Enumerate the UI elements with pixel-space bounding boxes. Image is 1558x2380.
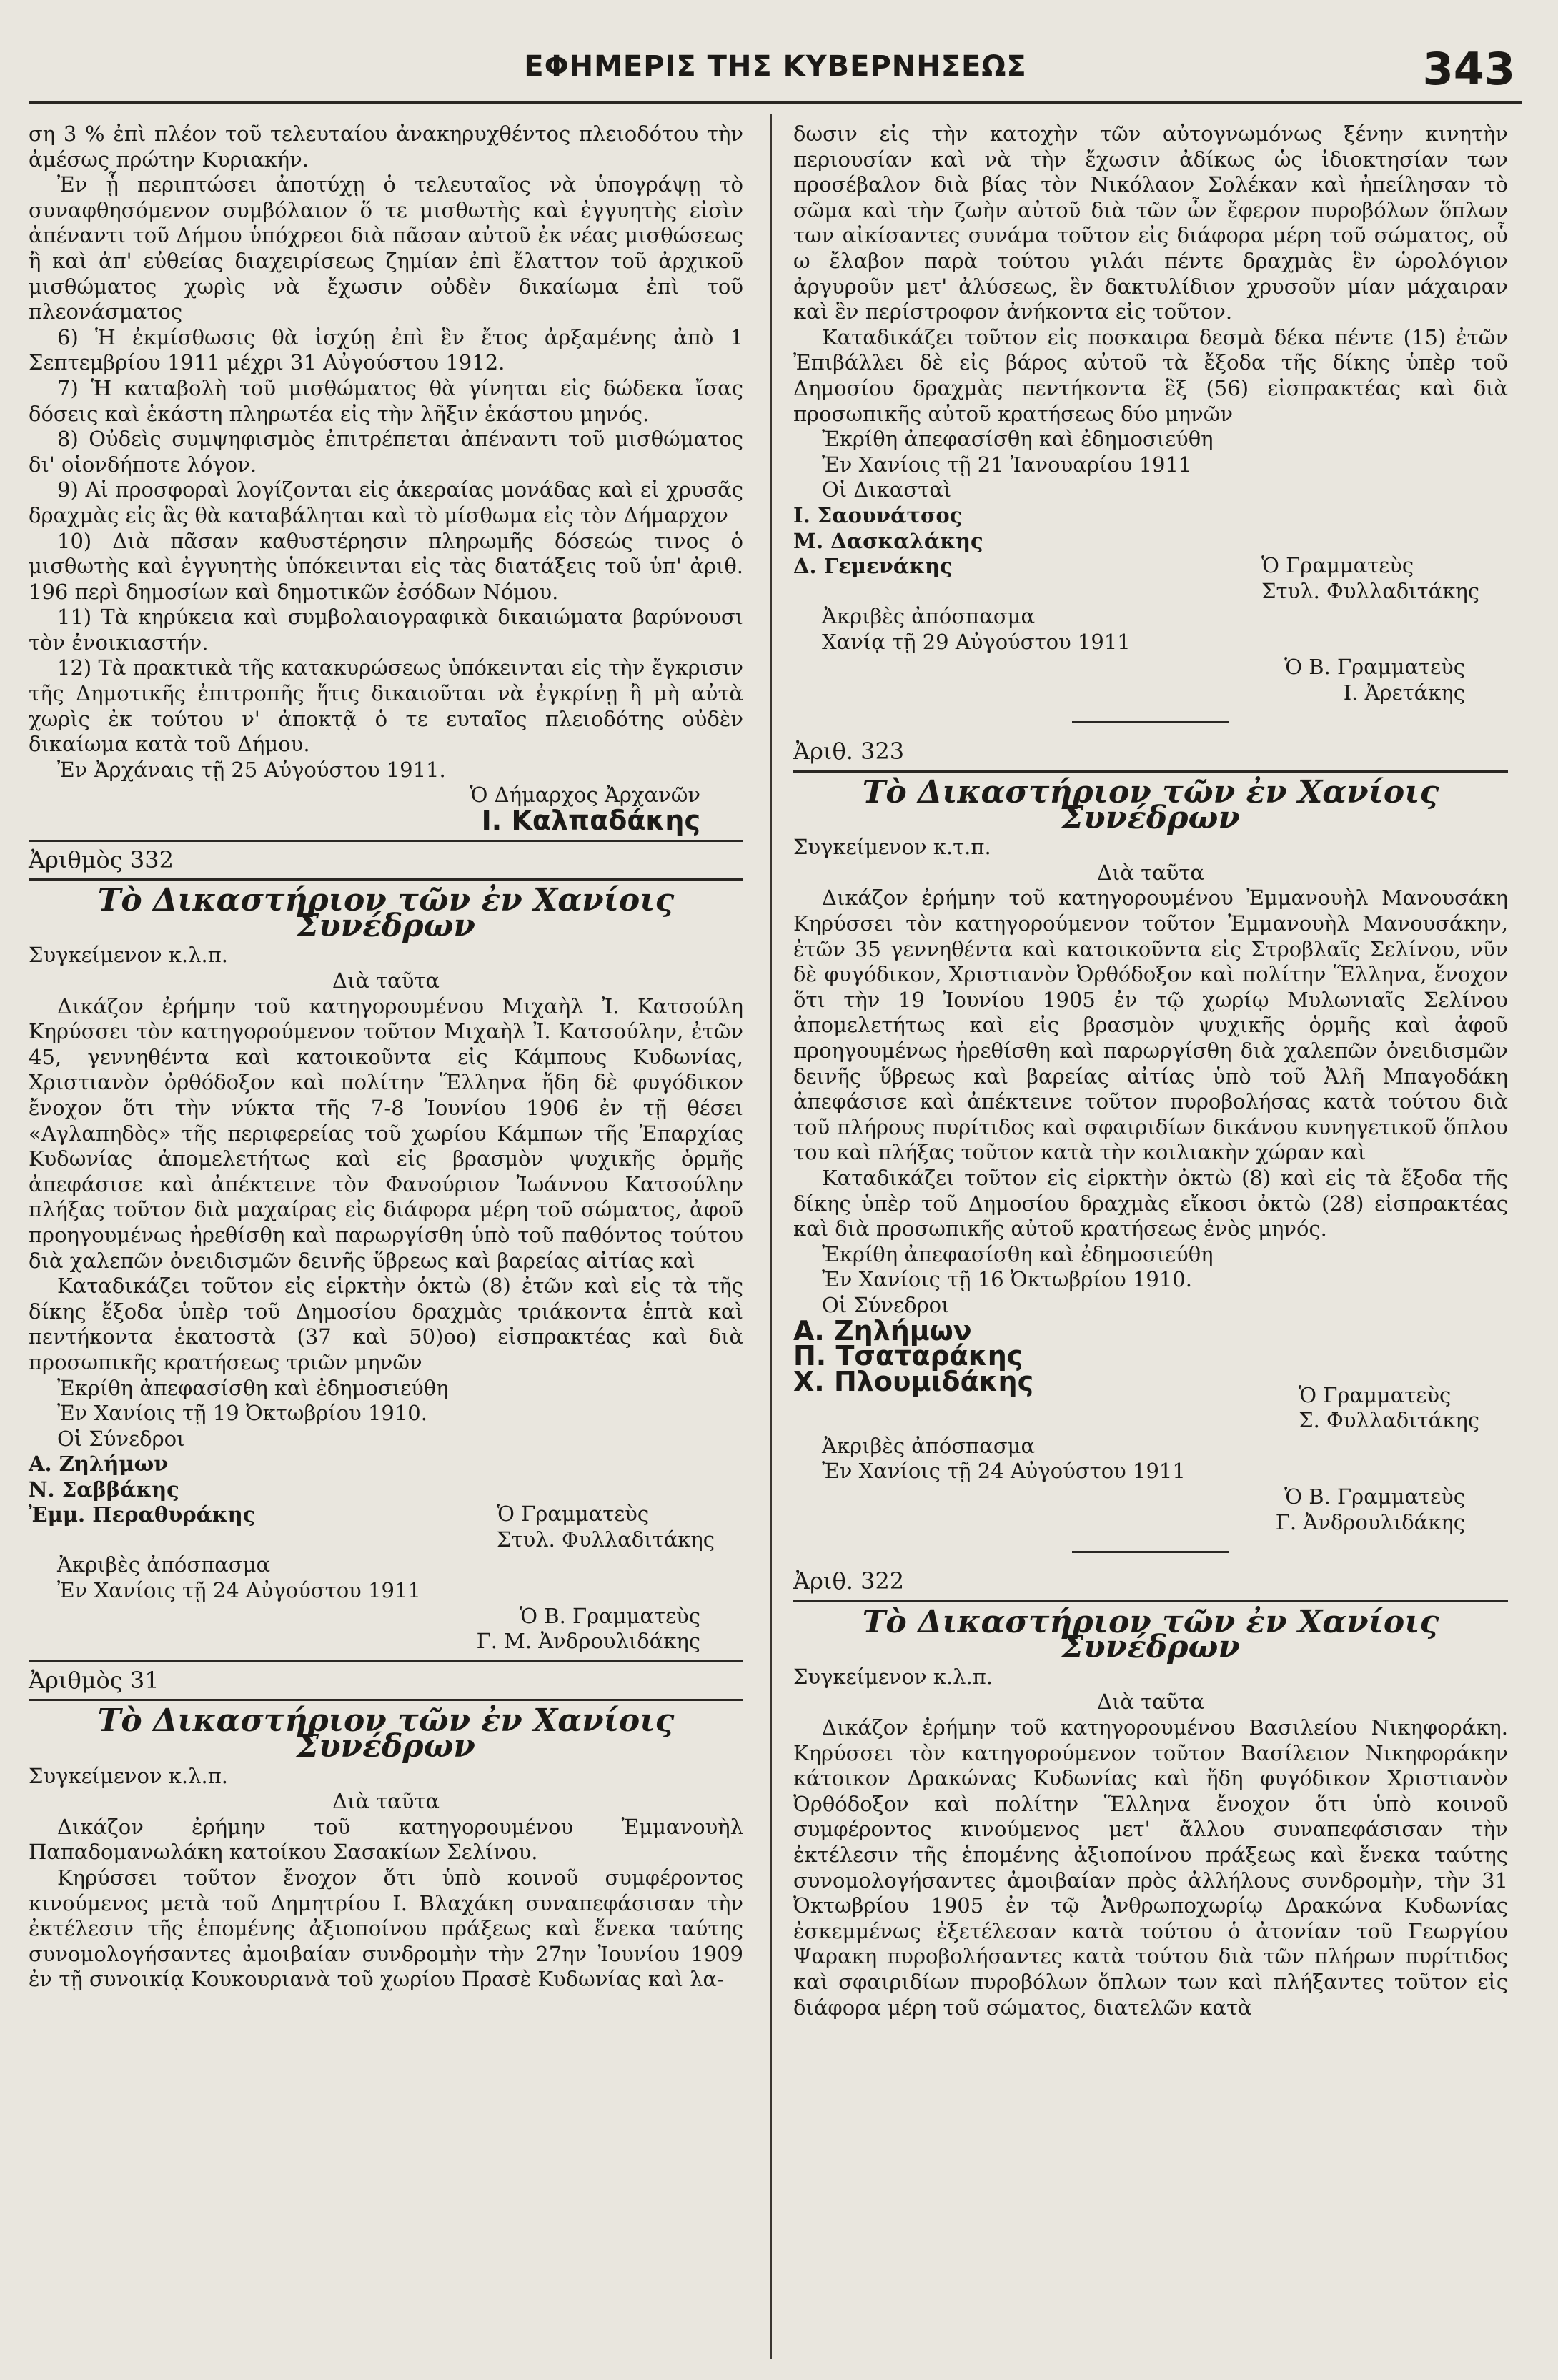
clerk-name: Σ. Φυλλαδιτάκης bbox=[1299, 1408, 1479, 1433]
chief-title: Ὁ Β. Γραμματεὺς bbox=[1284, 655, 1465, 680]
verdict-body: Δικάζον ἐρήμην τοῦ κατηγορουμένου Βασιλείου Νικηφοράκη. Κηρύσσει τὸν κατηγορούμενον τοῦτον Βασίλειον Νικηφοράκην κάτοικον Δρακώνας Κυδωνίας καὶ ἤδη φυγόδικον Χριστιανὸν Ὀρθόδοξον καὶ πολίτην Ἕλληνα ἔνοχον ὅτι ὑπὸ κοινοῦ συμφέροντος κινούμενος μετ' ἄλλου συναπεφάσισαν τὴν ἐκτέλεσιν τῆς ἑπομένης ἀξιοποίνου πράξεως καὶ ἕνεκα ταύτης συνομολογήσαντες ἀμοιβαίαν πρὸς ἀλλήλους συνδρομὴν, τὴν 31 Ὀκτωβρίου 1905 ἐν τῷ Ἀνθρωποχωρίῳ Δρακώνα Κυδωνίας ἐσκεμμένως ἐξετέλεσαν κατὰ τούτου ὁ ἀτονίαν τοῦ Γεωργίου Ψαρακη πυροβολήσαντες κατὰ τούτου διὰ τῶν πλήρων πυρίτιδος καὶ σφαιριδίων πυροβόλων ὅπλων των καὶ πλήξαντες τοῦτον εἰς διάφορα μέρη τοῦ σώματος, διατελῶν κατὰ bbox=[793, 1715, 1508, 2020]
copy-date: Ἐν Χανίοις τῇ 24 Αὐγούστου 1911 bbox=[57, 1578, 421, 1603]
signature-block bbox=[793, 1314, 1508, 1434]
dia-tauta: Διὰ ταῦτα bbox=[1097, 860, 1204, 885]
judge-name: Ι. Σαουνάτσος bbox=[793, 502, 963, 527]
decree-number: Ἀριθ. 323 bbox=[793, 738, 905, 765]
dia-tauta: Διὰ ταῦτα bbox=[332, 968, 440, 993]
chief-title: Ὁ Β. Γραμματεὺς bbox=[520, 1603, 700, 1628]
term-paragraph: ση 3 % ἐπὶ πλέον τοῦ τελευταίου ἀνακηρυχθέντος πλειοδότου τὴν ἀμέσως πρώτην Κυριακήν. bbox=[29, 122, 743, 172]
verdict-body: Κηρύσσει τοῦτον ἔνοχον ὅτι ὑπὸ κοινοῦ συμφέροντος κινούμενος μετὰ τοῦ Δημητρίου Ι. Βλαχάκη συναπεφάσισαν τὴν ἐκτέλεσιν τῆς ἑπομένης ἀξιοποίνου πράξεως καὶ ἕνεκα ταύτης συνομολογήσαντες ἀμοιβαίαν συνδρομὴν τὴν 27ην Ἰουνίου 1909 ἐν τῇ συνοικίᾳ Κουκουριανὰ τοῦ χωρίου Πρασὲ Κυδωνίας καὶ λα- bbox=[29, 1865, 743, 1992]
intro-line: Συγκείμενον κ.τ.π. bbox=[793, 835, 991, 860]
section-rule bbox=[29, 840, 743, 842]
published-line: Ἐκρίθη ἀπεφασίσθη καὶ ἐδημοσιεύθη bbox=[822, 427, 1214, 452]
short-rule bbox=[1072, 721, 1229, 723]
continued-paragraph: δωσιν εἰς τὴν κατοχὴν τῶν αὐτογνωμόνως ξένην κινητὴν περιουσίαν καὶ νὰ τὴν ἔχωσιν ἀδίκως ὡς ἰδιοκτησίαν των προσέβαλον διὰ βίας τὸν Νικόλαον Σολέκαν καὶ ἠπείλησαν τὸ σῶμα καὶ τὴν ζωὴν αὐτοῦ διὰ τῶν ὧν ἔφερον πυροβόλων ὅπλων των αἰκίσαντες συνάμα τοῦτον εἰς διάφορα μέρη τοῦ σώματος, οὗ ω ἔλαβον παρὰ τούτου γιλάι πέντε δραχμὰς ἓν ὡρολόγιον ἀργυροῦν μετ' ἀλύσεως, ἓν δακτυλίδιον χρυσοῦν μίαν μάχαιραν καὶ ἓν περίστροφον ἀνήκοντα εἰς τοῦτον. bbox=[793, 122, 1508, 324]
copy-date: Χανίᾳ τῇ 29 Αὐγούστου 1911 bbox=[822, 629, 1131, 654]
judge-name: Π. Τσαταράκης bbox=[793, 1340, 1023, 1372]
intro-line: Συγκείμενον κ.λ.π. bbox=[793, 1664, 993, 1689]
section-rule bbox=[29, 1699, 743, 1701]
term-paragraph: 8) Οὐδεὶς συμψηφισμὸς ἐπιτρέπεται ἀπέναντι τοῦ μισθώματος δι' οἱονδήποτε λόγον. bbox=[29, 427, 743, 477]
left-column bbox=[29, 122, 743, 1993]
judge-name: Χ. Πλουμιδάκης bbox=[793, 1365, 1034, 1397]
judge-name: Δ. Γεμενάκης bbox=[793, 554, 953, 579]
judge-name: Α. Ζηλήμων bbox=[793, 1314, 972, 1347]
judge-name: Ἐμμ. Περαθυράκης bbox=[29, 1502, 256, 1527]
dia-tauta: Διὰ ταῦτα bbox=[332, 1789, 440, 1814]
intro-line: Συγκείμενον κ.λ.π. bbox=[29, 943, 229, 968]
signature-block bbox=[29, 1452, 743, 1552]
clerk-block bbox=[1261, 503, 1508, 604]
judges-list bbox=[793, 1314, 1034, 1434]
verdict-date: Ἐν Χανίοις τῇ 16 Ὀκτωβρίου 1910. bbox=[822, 1267, 1192, 1292]
place-date: Ἐν Ἀρχάναις τῇ 25 Αὐγούστου 1911. bbox=[57, 757, 446, 782]
clerk-title: Ὁ Γραμματεὺς bbox=[1299, 1382, 1452, 1407]
clerk-name: Στυλ. Φυλλαδιτάκης bbox=[497, 1527, 715, 1552]
newspaper-title: ΕΦΗΜΕΡΙΣ ΤΗΣ ΚΥΒΕΡΝΗΣΕΩΣ bbox=[524, 50, 1027, 83]
right-column bbox=[793, 122, 1508, 2020]
intro-line: Συγκείμενον κ.λ.π. bbox=[29, 1763, 229, 1788]
short-rule bbox=[1072, 1551, 1229, 1553]
header-rule bbox=[29, 101, 1522, 104]
clerk-block bbox=[497, 1452, 743, 1552]
judges-title: Οἱ Δικασταὶ bbox=[822, 477, 952, 502]
judges-title: Οἱ Σύνεδροι bbox=[822, 1292, 950, 1317]
clerk-block bbox=[1299, 1319, 1508, 1434]
verdict-body: Δικάζον ἐρήμην τοῦ κατηγορουμένου Ἐμμανουὴλ Παπαδομανωλάκη κατοίκου Σασακίων Σελίνου. bbox=[29, 1814, 743, 1865]
copy-line: Ἀκριβὲς ἀπόσπασμα bbox=[822, 604, 1036, 629]
judge-name: Α. Ζηλήμων bbox=[29, 1452, 169, 1477]
mayor-name: Ι. Καλπαδάκης bbox=[481, 805, 700, 837]
clerk-title: Ὁ Γραμματεὺς bbox=[1261, 552, 1414, 577]
section-rule bbox=[793, 1600, 1508, 1602]
signature-block bbox=[793, 503, 1508, 604]
chief-title: Ὁ Β. Γραμματεὺς bbox=[1284, 1484, 1465, 1509]
clerk-name: Στυλ. Φυλλαδιτάκης bbox=[1261, 578, 1479, 603]
judges-title: Οἱ Σύνεδροι bbox=[57, 1426, 185, 1451]
chief-name: Γ. Ἀνδρουλιδάκης bbox=[1275, 1509, 1465, 1534]
copy-line: Ἀκριβὲς ἀπόσπασμα bbox=[57, 1552, 271, 1577]
sentence-paragraph: Καταδικάζει τοῦτον εἰς ποσκαιρα δεσμὰ δέκα πέντε (15) ἐτῶν Ἐπιβάλλει δὲ εἰς βάρος αὐτοῦ τὰ ἔξοδα τῆς δίκης ὑπὲρ τοῦ Δημοσίου δραχμὰς πεντήκοντα ἓξ (56) εἰσπρακτέας καὶ διὰ προσωπικῆς αὐτοῦ κρατήσεως δύο μηνῶν bbox=[793, 324, 1508, 426]
term-paragraph: 9) Αἱ προσφοραὶ λογίζονται εἰς ἀκεραίας μονάδας καὶ εἰ χρυσᾶς δραχμὰς εἰς ἃς θὰ καταβάληται καὶ τὸ μίσθωμα εἰς τὸν Δήμαρχον bbox=[29, 477, 743, 527]
chief-name: Ι. Ἀρετάκης bbox=[1343, 680, 1465, 705]
verdict-body: Δικάζον ἐρήμην τοῦ κατηγορουμένου Ἐμμανουὴλ Μανουσάκη Κηρύσσει τὸν κατηγορούμενον τοῦτον Ἐμμανουὴλ Μανουσάκην, ἐτῶν 35 γεννηθέντα καὶ κατοικοῦντα εἰς Στροβλαῖς Σελίνου, νῦν δὲ φυγόδικον, Χριστιανὸν Ὀρθόδοξον καὶ πολίτην Ἕλληνα, ἔνοχον ὅτι τὴν 19 Ἰουνίου 1905 ἐν τῷ χωρίῳ Μυλωνιαῖς Σελίνου ἀπομελετήτως καὶ εἰς βρασμὸν ψυχικῆς ὁρμῆς καὶ ἀφοῦ προηγουμένως ἠρεθίσθη καὶ παρωργίσθη διὰ χαλεπῶν ὀνειδισμῶν δεινῆς ὕβρεως καὶ βαρείας αἰτίας ὑπὸ τοῦ Ἀλῆ Μπαγοδάκη ἀπεφάσισε καὶ ἀπέκτεινε τοῦτον πυροβολήσας κατὰ τούτου διὰ τοῦ πλήρους πυρίτιδος καὶ σφαιριδίων δικάνου κυνηγετικοῦ ὅπλου του καὶ πλήξας τοῦτον κατὰ τὴν κοιλιακὴν χώραν καὶ bbox=[793, 886, 1508, 1165]
verdict-date: Ἐν Χανίοις τῇ 21 Ἰανουαρίου 1911 bbox=[822, 452, 1192, 477]
judges-list bbox=[793, 503, 983, 604]
term-paragraph: 10) Διὰ πᾶσαν καθυστέρησιν πληρωμῆς δόσεώς τινος ὁ μισθωτὴς καὶ ἐγγυητὴς ὑπόκεινται εἰς τὰς διατάξεις τοῦ ὑπ' ἀριθ. 196 περὶ δημοσίων καὶ δημοτικῶν ἐσόδων Νόμου. bbox=[29, 528, 743, 604]
section-rule bbox=[29, 1660, 743, 1662]
term-paragraph: 6) Ἡ ἐκμίσθωσις θὰ ἰσχύῃ ἐπὶ ἓν ἔτος ἀρξαμένης ἀπὸ 1 Σεπτεμβρίου 1911 μέχρι 31 Αὐγούστου 1912. bbox=[29, 324, 743, 375]
page-number: 343 bbox=[1422, 43, 1515, 95]
verdict-body: Δικάζον ἐρήμην τοῦ κατηγορουμένου Μιχαὴλ Ἰ. Κατσούλη Κηρύσσει τὸν κατηγορούμενον τοῦτον Μιχαὴλ Ἰ. Κατσούλην, ἐτῶν 45, γεννηθέντα καὶ κατοικοῦντα εἰς Κάμπους Κυδωνίας, Χριστιανὸν ὀρθόδοξον καὶ πολίτην Ἕλληνα ἤδη δὲ φυγόδικον ἔνοχον ὅτι τὴν νύκτα τῆς 7-8 Ἰουνίου 1906 ἐν τῇ θέσει «Αγλαπηδὸς» τῆς περιφερείας τοῦ χωρίου Κάμπων τῆς Ἐπαρχίας Κυδωνίας ἀπομελετήτως καὶ εἰς βρασμὸν ψυχικῆς ὁρμῆς ἀπεφάσισε καὶ ἀπέκτεινε τὸν Φανούριον Ἰωάννου Κατσούλην πλήξας τοῦτον διὰ μαχαίρας εἰς διάφορα μέρη τοῦ σώματος, ἀφοῦ προηγουμένως ἠρεθίσθη καὶ παρωργίσθη ὑπὸ τοῦ παθόντος τούτου διὰ χαλεπῶν ὀνειδισμῶν δεινῆς ὕβρεως καὶ βαρείας αἰτίας καὶ bbox=[29, 993, 743, 1273]
term-paragraph: 11) Τὰ κηρύκεια καὶ συμβολαιογραφικὰ δικαιώματα βαρύνουσι τὸν ἐνοικιαστήν. bbox=[29, 605, 743, 655]
court-heading: Τὸ Δικαστήριον τῶν ἐν Χανίοις Συνέδρων bbox=[862, 774, 1439, 836]
term-paragraph: 12) Τὰ πρακτικὰ τῆς κατακυρώσεως ὑπόκεινται εἰς τὴν ἔγκρισιν τῆς Δημοτικῆς ἐπιτροπῆς ἥτις δικαιοῦται νὰ ἐγκρίνῃ ἢ μὴ αὐτὰ χωρὶς ἐκ τούτου ν' ἀποκτᾷ ὁ τε ευταῖος πλειοδότης οὐδὲν δικαίωμα κατὰ τοῦ Δήμου. bbox=[29, 655, 743, 757]
judge-name: Ν. Σαββάκης bbox=[29, 1477, 179, 1502]
court-heading: Τὸ Δικαστήριον τῶν ἐν Χανίοις Συνέδρων bbox=[97, 882, 675, 944]
judge-name: Μ. Δασκαλάκης bbox=[793, 528, 983, 553]
court-heading: Τὸ Δικαστήριον τῶν ἐν Χανίοις Συνέδρων bbox=[97, 1702, 675, 1765]
verdict-date: Ἐν Χανίοις τῇ 19 Ὀκτωβρίου 1910. bbox=[57, 1401, 427, 1426]
copy-line: Ἀκριβὲς ἀπόσπασμα bbox=[822, 1433, 1036, 1458]
copy-date: Ἐν Χανίοις τῇ 24 Αὐγούστου 1911 bbox=[822, 1459, 1186, 1484]
column-divider bbox=[770, 114, 772, 2359]
published-line: Ἐκρίθη ἀπεφασίσθη καὶ ἐδημοσιεύθη bbox=[57, 1375, 449, 1400]
dia-tauta: Διὰ ταῦτα bbox=[1097, 1690, 1204, 1715]
clerk-title: Ὁ Γραμματεὺς bbox=[497, 1502, 650, 1527]
court-heading: Τὸ Δικαστήριον τῶν ἐν Χανίοις Συνέδρων bbox=[862, 1603, 1439, 1666]
judges-list bbox=[29, 1452, 255, 1552]
section-rule bbox=[29, 878, 743, 881]
decree-number: Ἀριθμὸς 31 bbox=[29, 1666, 159, 1694]
sentence-paragraph: Καταδικάζει τοῦτον εἰς εἱρκτὴν ὀκτὼ (8) ἐτῶν καὶ εἰς τὰ τῆς δίκης ἔξοδα ὑπὲρ τοῦ Δημοσίου δραχμὰς τριάκοντα ἑπτὰ καὶ πεντήκοντα ἑκατοστὰ (37 καὶ 50)οο) εἰσπρακτέας καὶ διὰ προσωπικῆς κρατήσεως τριῶν μηνῶν bbox=[29, 1274, 743, 1374]
term-paragraph: 7) Ἡ καταβολὴ τοῦ μισθώματος θὰ γίνηται εἰς δώδεκα ἴσας δόσεις καὶ ἑκάστη πληρωτέα εἰς τὴν λῆξιν ἑκάστου μηνός. bbox=[29, 375, 743, 426]
page-header bbox=[29, 43, 1522, 107]
decree-number: Ἀριθμὸς 332 bbox=[29, 846, 174, 873]
mayor-title: Ὁ Δήμαρχος Ἀρχανῶν bbox=[470, 783, 700, 808]
published-line: Ἐκρίθη ἀπεφασίσθη καὶ ἐδημοσιεύθη bbox=[822, 1241, 1214, 1266]
section-rule bbox=[793, 770, 1508, 773]
sentence-paragraph: Καταδικάζει τοῦτον εἰς εἱρκτὴν ὀκτὼ (8) καὶ εἰς τὰ ἔξοδα τῆς δίκης ὑπὲρ τοῦ Δημοσίου δραχμὰς εἴκοσι ὀκτὼ (28) εἰσπρακτέας καὶ διὰ προσωπικῆς αὐτοῦ κρατήσεως ἑνὸς μηνός. bbox=[793, 1165, 1508, 1241]
term-paragraph: Ἐν ᾗ περιπτώσει ἀποτύχῃ ὁ τελευταῖος νὰ ὑπογράψῃ τὸ συναφθησόμενον συμβόλαιον ὅ τε μισθωτὴς καὶ ἐγγυητὴς εἰσὶν ἀπέναντι τοῦ Δήμου ὑπόχρεοι διὰ πᾶσαν αὐτοῦ ἐκ νέας μισθώσεως ἢ καὶ ἀπ' εὐθείας διαχειρίσεως ζημίαν ἐπὶ ἔλαττον τοῦ ἀρχικοῦ μισθώματος χωρὶς νὰ ἔχωσιν οὐδὲν δικαίωμα ἐπὶ τοῦ πλεονάσματος bbox=[29, 172, 743, 324]
chief-name: Γ. Μ. Ἀνδρουλιδάκης bbox=[476, 1629, 700, 1654]
decree-number: Ἀριθ. 322 bbox=[793, 1567, 905, 1595]
